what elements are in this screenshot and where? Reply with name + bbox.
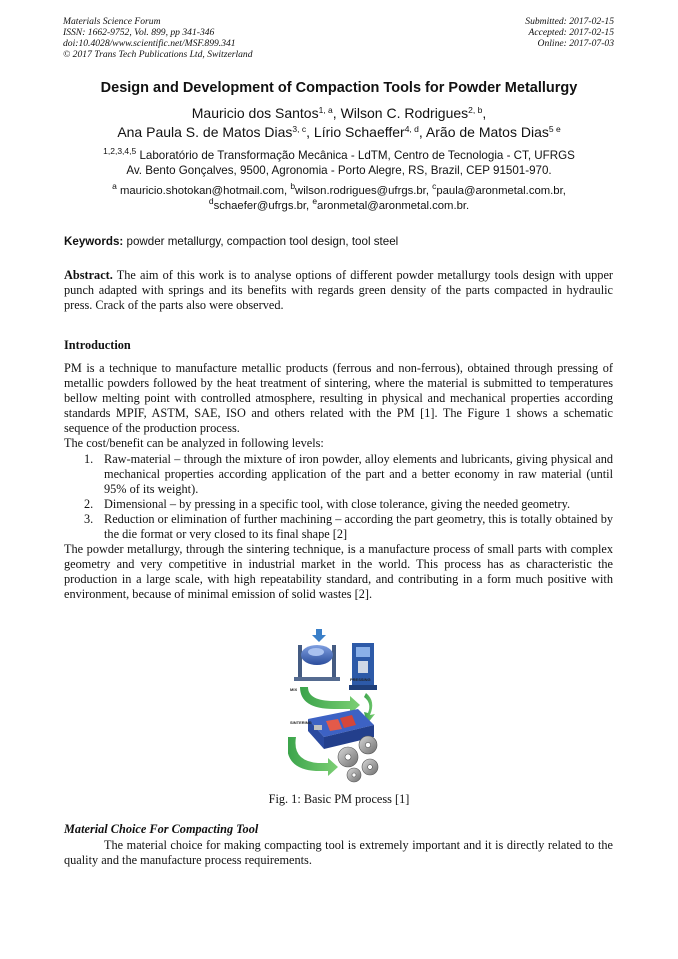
date-submitted: Submitted: 2017-02-15 [525, 16, 614, 27]
author-affil: 1, a [318, 105, 333, 115]
journal-info [63, 16, 253, 60]
abstract-label: Abstract. [64, 268, 113, 282]
affiliation-sup: 1,2,3,4,5 [103, 146, 137, 156]
list-item [64, 497, 613, 512]
author-name: Lírio Schaeffer [313, 124, 405, 140]
journal-issn: ISSN: 1662-9752, Vol. 899, pp 341-346 [63, 27, 215, 38]
author-name: Ana Paula S. de Matos Dias [117, 124, 293, 140]
email-sup: b [290, 181, 296, 191]
affiliation-line [40, 148, 638, 163]
author-name: Mauricio dos Santos [191, 105, 319, 121]
pm-process-figure [288, 629, 388, 789]
abstract-text: The aim of this work is to analyse options of different powder metallurgy tools design with upper punch adapted with springs and its benefits with regards green density of the parts compacted in hydraulic press. Crack of the parts also were observed. [64, 268, 613, 313]
email[interactable]: paula@aronmetal.com.br, [436, 185, 566, 197]
section-heading-material: Material Choice For Compacting Tool [64, 822, 259, 836]
date-online: Online: 2017-07-03 [537, 38, 614, 49]
author-affil: 4, d [404, 124, 419, 134]
levels-list [64, 452, 613, 543]
journal-doi: doi:10.4028/www.scientific.net/MSF.899.341 [63, 38, 236, 49]
keywords [64, 235, 614, 248]
journal-name: Materials Science Forum [63, 16, 161, 27]
arrow-mix-to-press [300, 687, 360, 714]
separator: , [418, 124, 426, 140]
introduction-body [64, 361, 613, 603]
author-affil: 2, b [468, 105, 483, 115]
email-line [40, 195, 638, 214]
keywords-text: powder metallurgy, compaction tool design, tool steel [123, 235, 399, 248]
paper-title: Design and Development of Compaction Tools for Powder Metallurgy [100, 80, 578, 96]
abstract [64, 268, 613, 313]
author-row [40, 123, 638, 142]
journal-copyright: © 2017 Trans Tech Publications Ltd, Switzerland [63, 49, 253, 60]
list-text: Reduction or elimination of further machining – according the part geometry, this is totally obtained by the die format or very closed to its final shape [2] [104, 511, 613, 542]
label-mix: MIX [290, 687, 298, 692]
author-affil: 5 e [548, 124, 561, 134]
email[interactable]: mauricio.shotokan@hotmail.com, [116, 185, 291, 197]
mixer-icon [294, 629, 340, 681]
email[interactable]: aronmetal@aronmetal.com.br. [317, 199, 470, 212]
section-heading-introduction: Introduction [64, 338, 131, 352]
author-emails [40, 181, 638, 213]
paragraph: The cost/benefit can be analyzed in following levels: [64, 436, 324, 451]
email-sup: e [312, 195, 318, 206]
author-row [40, 104, 638, 123]
list-item [64, 452, 613, 497]
material-paragraph: The material choice for making compacting tool is extremely important and it is directly related to the quality and the manufacture process requirements. [64, 838, 613, 868]
author-name: Arão de Matos Dias [425, 124, 549, 140]
list-number: 3. [84, 511, 94, 526]
affiliation-address: Av. Bento Gonçalves, 9500, Agronomia - Porto Alegre, RS, Brazil, CEP 91501-970. [126, 164, 552, 177]
date-accepted: Accepted: 2017-02-15 [528, 27, 614, 38]
paragraph: The powder metallurgy, through the sintering technique, is a manufacture process of small parts with complex geometry and very competitive in industrial market in the world. This process has as characteristic the production in a large scale, with high repeatability standard, and contributing in a form much positive with environment, because of minimal emission of solid wastes [2]. [64, 542, 613, 602]
email[interactable]: wilson.rodrigues@ufrgs.br, [295, 185, 433, 197]
list-number: 1. [84, 451, 94, 466]
figure-caption: Fig. 1: Basic PM process [1] [268, 792, 410, 806]
separator: , [332, 105, 341, 121]
list-text: Dimensional – by pressing in a specific tool, with close tolerance, giving the needed geometry. [104, 496, 571, 511]
list-text: Raw-material – through the mixture of iron powder, alloy elements and lubricants, giving physical and mechanical properties according application of the part and a better economy in raw material (until 95% of its weight). [104, 451, 613, 496]
email-sup: d [208, 195, 214, 206]
email-sup: c [432, 181, 437, 191]
author-affil: 3, c [292, 124, 307, 134]
press-icon [349, 643, 377, 690]
list-number: 2. [84, 496, 94, 511]
separator: , [482, 105, 487, 121]
paragraph: PM is a technique to manufacture metallic products (ferrous and non-ferrous), obtained through pressing of metallic powders followed by the heat treatment of sintering, where the material is submitted to temperatures bellow melting point with controlled atmosphere, resulting in physical and mechanical properties according standards MPIF, ASTM, SAE, ISO and others related with the PM [1]. The Figure 1 shows a schematic sequence of the production process. [64, 361, 613, 436]
email-sup: a [112, 181, 117, 191]
email[interactable]: schaefer@ufrgs.br, [213, 199, 313, 212]
affiliation [40, 148, 638, 178]
label-sintering: SINTERING [290, 720, 312, 725]
separator: , [306, 124, 314, 140]
list-item [64, 512, 613, 542]
email-line [40, 181, 638, 199]
keywords-label: Keywords: [64, 235, 124, 248]
author-name: Wilson C. Rodrigues [340, 105, 469, 121]
label-pressing: PRESSING [350, 677, 371, 682]
affiliation-text: Laboratório de Transformação Mecânica - LdTM, Centro de Tecnologia - CT, UFRGS [136, 149, 575, 162]
publication-dates [525, 16, 614, 49]
author-list [40, 104, 638, 142]
